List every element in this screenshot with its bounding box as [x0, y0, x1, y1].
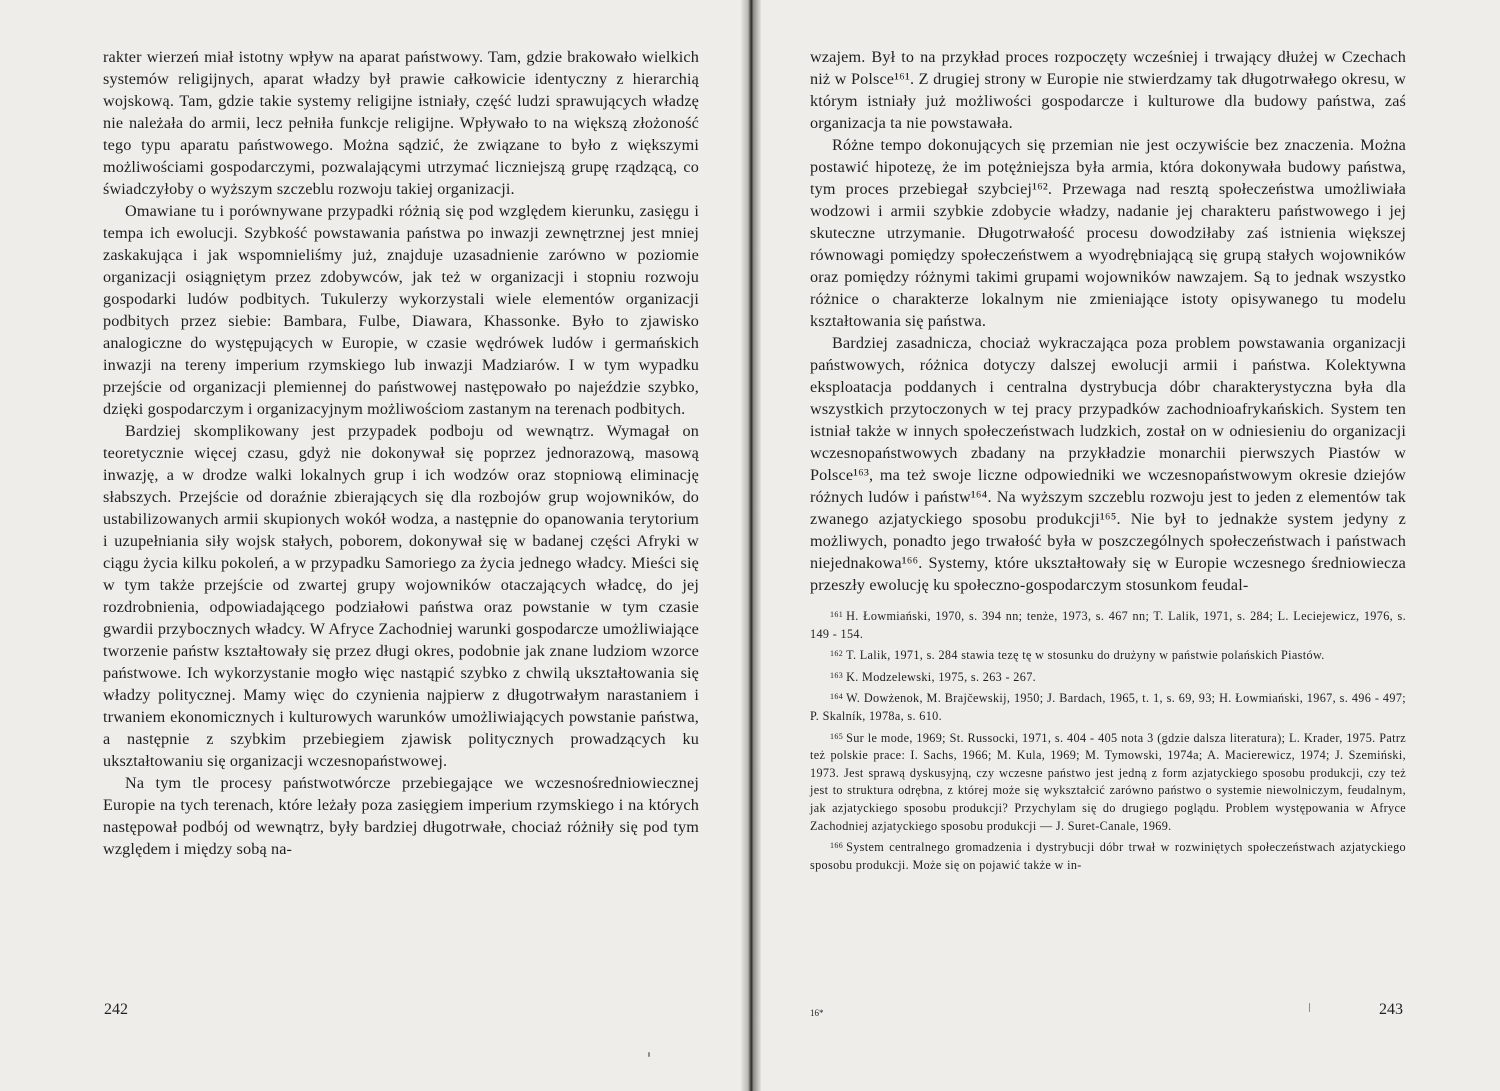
- page-number: 243: [1379, 1001, 1403, 1018]
- right-page-body: [810, 46, 1406, 876]
- left-page-body: [103, 46, 699, 860]
- footnote: [810, 837, 1406, 874]
- footnotes: [810, 606, 1406, 874]
- footnote-text: W. Dowżenok, M. Brajčewskij, 1950; J. Bardach, 1965, t. 1, s. 69, 93; H. Łowmiański, 1967, s. 496 - 497; P. Skalník, 1978a, s. 610.: [810, 691, 1406, 723]
- paper-speck: [1309, 1003, 1310, 1012]
- footnote-text: K. Modzelewski, 1975, s. 263 - 267.: [846, 669, 1037, 684]
- book-gutter: [741, 0, 761, 1091]
- paragraph: Różne tempo dokonujących się przemian nie jest oczywiście bez znaczenia. Można postawić hipotezę, że im potężniejsza była armia, która dokonywała budowy państwa, tym proces przebiegał szybciej¹⁶². Przewaga nad resztą społeczeństwa umożliwiała wodzowi i armii szybkie zdobycie władzy, nadanie jej charakteru państwowego i jej skuteczne utrzymanie. Długotrwałość procesu dowodziłaby zaś istnienia większej równowagi pomiędzy społeczeństwem a wyodrębniającą się grupą stałych wojowników oraz pomiędzy różnymi takimi grupami wojowników nawzajem. Są to jednak wszystko różnice o charakterze lokalnym nie zmieniające istoty opisywanego tu modelu kształtowania się państwa.: [810, 136, 1406, 330]
- footnote: [810, 688, 1406, 725]
- left-page: [0, 0, 747, 1091]
- paragraph: Bardziej skomplikowany jest przypadek podboju od wewnątrz. Wymagał on teoretycznie więcej czasu, gdyż nie dokonywał się poprzez jednorazową, masową inwazję, a w drodze walki lokalnych grup i ich wodzów oraz stopniową eliminację słabszych. Przejście od doraźnie zbierających się dla rozbojów grup wojowników, do ustabilizowanych armii skupionych wokół wodza, a następnie do opanowania terytorium i uzupełniania siły wojsk stałych, poborem, dokonywał się w badanej części Afryki w ciągu życia kilku pokoleń, a w przypadku Samoriego za życia jednego władcy. Mieści się w tym także przejście od zwartej grupy wojowników otaczających władcę, do jej rozdrobnienia, odpowiadającego podziałowi państwa oraz powstanie w tym czasie gwardii przybocznych władcy. W Afryce Zachodniej warunki gospodarcze umożliwiające tworzenie państw kształtowały się przez długi okres, podobnie jak znane ludziom wzorce państwowe. Ich wykorzystanie mogło więc nastąpić szybko z chwilą ukształtowania się władzy politycznej. Mamy więc do czynienia najpierw z długotrwałym narastaniem i trwaniem ekonomicznych i kulturowych warunków umożliwiających powstanie państwa, a następnie z szybkim przebiegiem zjawisk politycznych prowadzących ku ukształtowaniu się organizacji wczesnopaństwowej.: [103, 422, 699, 770]
- footnote: [810, 667, 1406, 687]
- footnote-text: System centralnego gromadzenia i dystrybucji dóbr trwał w rozwiniętych społeczeństwach azjatyckiego sposobu produkcji. Może się on pojawić także w in-: [810, 840, 1406, 872]
- paragraph: Na tym tle procesy państwotwórcze przebiegające we wczesnośredniowiecznej Europie na tych terenach, które leżały poza zasięgiem imperium rzymskiego i na których następował podbój od wewnątrz, były bardziej długotrwałe, chociaż różniły się pod tym względem i między sobą na-: [103, 774, 699, 858]
- footnote-text: Sur le mode, 1969; St. Russocki, 1971, s. 404 - 405 nota 3 (gdzie dalsza literatura); L. Krader, 1975. Patrz też polskie prace: I. Sachs, 1966; M. Kula, 1969; M. Tymowski, 1974a; A. Macierewicz, 1974; J. Szemiński, 1973. Jest sprawą dyskusyjną, czy wczesne państwo jest jedną z form azjatyckiego sposobu produkcji, czy też jest to struktura odrębna, z której może się wykształcić zarówno państwo o systemie niewolniczym, feudalnym, jak azjatyckiego sposobu produkcji? Przychylam się do drugiego poglądu. Problem występowania w Afryce Zachodniej azjatyckiego sposobu produkcji — J. Suret-Canale, 1969.: [810, 730, 1406, 833]
- footnote-number: 165: [830, 731, 844, 741]
- footnote: [810, 645, 1406, 665]
- footnote: [810, 728, 1406, 836]
- paragraph: Omawiane tu i porównywane przypadki różnią się pod względem kierunku, zasięgu i tempa ich ewolucji. Szybkość powstawania państwa po inwazji zewnętrznej jest mniej zaskakująca i jak wspomnieliśmy już, znajduje uzasadnienie zarówno w poziomie organizacji osiągniętym przez zdobywców, jak też w organizacji i stopniu rozwoju gospodarki ludów podbitych. Tukulerzy wykorzystali wiele elementów organizacji podbitych przez siebie: Bambara, Fulbe, Diawara, Khassonke. Było to zjawisko analogiczne do występujących w Europie, w czasie wędrówek ludów i germańskich inwazji na tereny imperium rzymskiego lub inwazji Madziarów. I w tym wypadku przejście od organizacji plemiennej do państwowej następowało po najeździe szybko, dzięki gospodarczym i organizacyjnym możliwościom zastanym na terenach podbitych.: [103, 202, 699, 418]
- paragraph: Bardziej zasadnicza, chociaż wykraczająca poza problem powstawania organizacji państwowych, różnica dotyczy dalszej ewolucji armii i państwa. Kolektywna eksploatacja poddanych i centralna dystrybucja dóbr charakterystyczna była dla wszystkich przytoczonych w tej pracy przypadków zachodnioafrykańskich. System ten istniał także w innych społeczeństwach ludzkich, został on w odniesieniu do organizacji wczesnopaństwowych zbadany na przykładzie monarchii pierwszych Piastów w Polsce¹⁶³, ma też swoje liczne odpowiedniki we wczesnopaństwowym okresie dziejów różnych ludów i państw¹⁶⁴. Na wyższym szczeblu rozwoju jest to jeden z elementów tak zwanego azjatyckiego sposobu produkcji¹⁶⁵. Nie był to jednakże system jedyny z możliwych, ponadto jego trwałość była w poszczególnych społeczeństwach i państwach niejednakowa¹⁶⁶. Systemy, które ukształtowały się w Europie wczesnego średniowiecza przeszły ewolucję ku społeczno-gospodarczym stosunkom feudal-: [810, 334, 1406, 594]
- printer-signature: 16*: [810, 1008, 824, 1018]
- footnote-number: 164: [830, 692, 844, 702]
- page-number: 242: [104, 1001, 128, 1018]
- footnote-text: T. Lalik, 1971, s. 284 stawia tezę tę w stosunku do drużyny w państwie polańskich Piastów.: [846, 648, 1325, 663]
- footnote-number: 163: [830, 670, 844, 680]
- footnote-text: H. Łowmiański, 1970, s. 394 nn; tenże, 1973, s. 467 nn; T. Lalik, 1971, s. 284; L. Leciejewicz, 1976, s. 149 - 154.: [810, 609, 1406, 641]
- paragraph: rakter wierzeń miał istotny wpływ na aparat państwowy. Tam, gdzie brakowało wielkich systemów religijnych, aparat władzy był prawie całkowicie identyczny z hierarchią wojskową. Tam, gdzie takie systemy religijne istniały, część ludzi sprawujących władzę nie należała do armii, lecz pełniła funkcje religijne. Wpływało to na większą złożoność tego typu aparatu państwowego. Można sądzić, że związane to było z większymi możliwościami gospodarczymi, pozwalającymi utrzymać liczniejszą grupę rządzącą, co świadczyłoby o wyższym szczeblu rozwoju takiej organizacji.: [103, 48, 699, 198]
- footnote-number: 162: [830, 649, 844, 659]
- paragraph: wzajem. Był to na przykład proces rozpoczęty wcześniej i trwający dłużej w Czechach niż w Polsce¹⁶¹. Z drugiej strony w Europie nie stwierdzamy tak długotrwałego okresu, w którym istniały już możliwości gospodarcze i kulturowe dla budowy państwa, zaś organizacja ta nie powstawała.: [810, 48, 1406, 132]
- paper-speck: [648, 1052, 650, 1057]
- footnote-number: 161: [830, 610, 844, 619]
- footnote-number: 166: [830, 841, 844, 851]
- footnote: [810, 606, 1406, 643]
